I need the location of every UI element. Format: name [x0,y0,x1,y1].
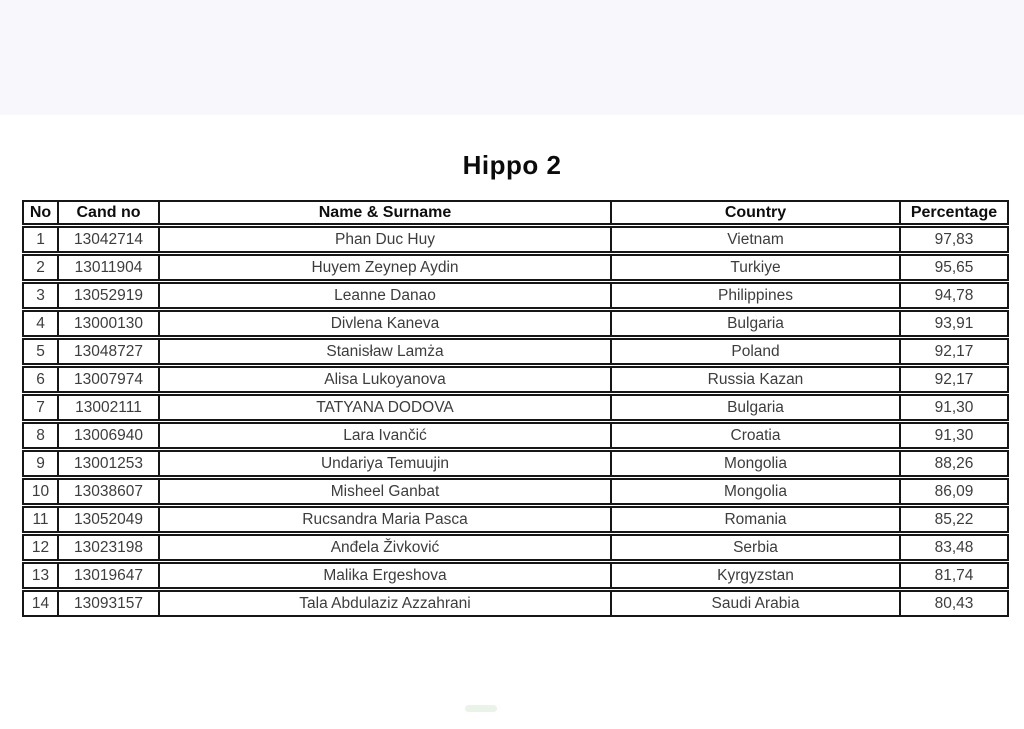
column-header-no: No [22,200,57,225]
cell-percentage: 92,17 [899,338,1009,365]
cell-percentage: 92,17 [899,366,1009,393]
results-table [22,199,1009,618]
results-table-body [22,226,1009,617]
table-row [22,590,1009,617]
cell-country: Saudi Arabia [610,590,899,617]
cell-name: Stanisław Lamża [158,338,610,365]
results-table-header [22,200,1009,225]
table-row [22,534,1009,561]
cell-cand-no: 13007974 [57,366,158,393]
cell-country: Croatia [610,422,899,449]
cell-cand-no: 13011904 [57,254,158,281]
column-header-percentage: Percentage [899,200,1009,225]
table-row [22,450,1009,477]
cell-country: Romania [610,506,899,533]
cell-percentage: 80,43 [899,590,1009,617]
table-row [22,506,1009,533]
cell-name: Huyem Zeynep Aydin [158,254,610,281]
cell-no: 11 [22,506,57,533]
cell-percentage: 97,83 [899,226,1009,253]
cell-country: Vietnam [610,226,899,253]
cell-cand-no: 13052919 [57,282,158,309]
cell-name: TATYANA DODOVA [158,394,610,421]
table-row [22,366,1009,393]
cell-no: 5 [22,338,57,365]
cell-cand-no: 13048727 [57,338,158,365]
cell-name: Tala Abdulaziz Azzahrani [158,590,610,617]
cell-cand-no: 13000130 [57,310,158,337]
cell-cand-no: 13023198 [57,534,158,561]
table-row [22,226,1009,253]
table-row [22,254,1009,281]
cell-country: Turkiye [610,254,899,281]
cell-percentage: 91,30 [899,394,1009,421]
cell-country: Bulgaria [610,394,899,421]
table-row [22,478,1009,505]
cell-name: Malika Ergeshova [158,562,610,589]
cell-name: Anđela Živković [158,534,610,561]
cell-no: 2 [22,254,57,281]
top-band [0,0,1024,115]
cell-cand-no: 13052049 [57,506,158,533]
cell-percentage: 83,48 [899,534,1009,561]
table-row [22,562,1009,589]
cell-no: 6 [22,366,57,393]
cell-cand-no: 13002111 [57,394,158,421]
table-row [22,282,1009,309]
cell-name: Undariya Temuujin [158,450,610,477]
cell-percentage: 95,65 [899,254,1009,281]
cell-no: 1 [22,226,57,253]
cell-name: Alisa Lukoyanova [158,366,610,393]
cell-no: 7 [22,394,57,421]
cell-percentage: 81,74 [899,562,1009,589]
cell-no: 14 [22,590,57,617]
column-header-cand-no: Cand no [57,200,158,225]
cell-cand-no: 13019647 [57,562,158,589]
cell-country: Poland [610,338,899,365]
table-row [22,422,1009,449]
green-accent-mark [465,705,497,712]
cell-name: Lara Ivančić [158,422,610,449]
cell-cand-no: 13006940 [57,422,158,449]
cell-country: Mongolia [610,450,899,477]
column-header-country: Country [610,200,899,225]
cell-cand-no: 13093157 [57,590,158,617]
cell-no: 4 [22,310,57,337]
cell-no: 9 [22,450,57,477]
cell-no: 13 [22,562,57,589]
cell-name: Phan Duc Huy [158,226,610,253]
cell-no: 3 [22,282,57,309]
cell-country: Serbia [610,534,899,561]
cell-no: 8 [22,422,57,449]
cell-name: Divlena Kaneva [158,310,610,337]
cell-name: Rucsandra Maria Pasca [158,506,610,533]
cell-no: 10 [22,478,57,505]
cell-country: Kyrgyzstan [610,562,899,589]
table-row [22,310,1009,337]
page-title: Hippo 2 [462,150,562,180]
cell-name: Misheel Ganbat [158,478,610,505]
cell-percentage: 85,22 [899,506,1009,533]
cell-percentage: 86,09 [899,478,1009,505]
cell-country: Mongolia [610,478,899,505]
cell-cand-no: 13001253 [57,450,158,477]
cell-country: Bulgaria [610,310,899,337]
column-header-name: Name & Surname [158,200,610,225]
cell-name: Leanne Danao [158,282,610,309]
cell-cand-no: 13042714 [57,226,158,253]
header-row [22,200,1009,225]
cell-country: Philippines [610,282,899,309]
table-row [22,394,1009,421]
cell-percentage: 94,78 [899,282,1009,309]
cell-country: Russia Kazan [610,366,899,393]
cell-percentage: 91,30 [899,422,1009,449]
cell-no: 12 [22,534,57,561]
cell-percentage: 88,26 [899,450,1009,477]
table-row [22,338,1009,365]
cell-percentage: 93,91 [899,310,1009,337]
cell-cand-no: 13038607 [57,478,158,505]
